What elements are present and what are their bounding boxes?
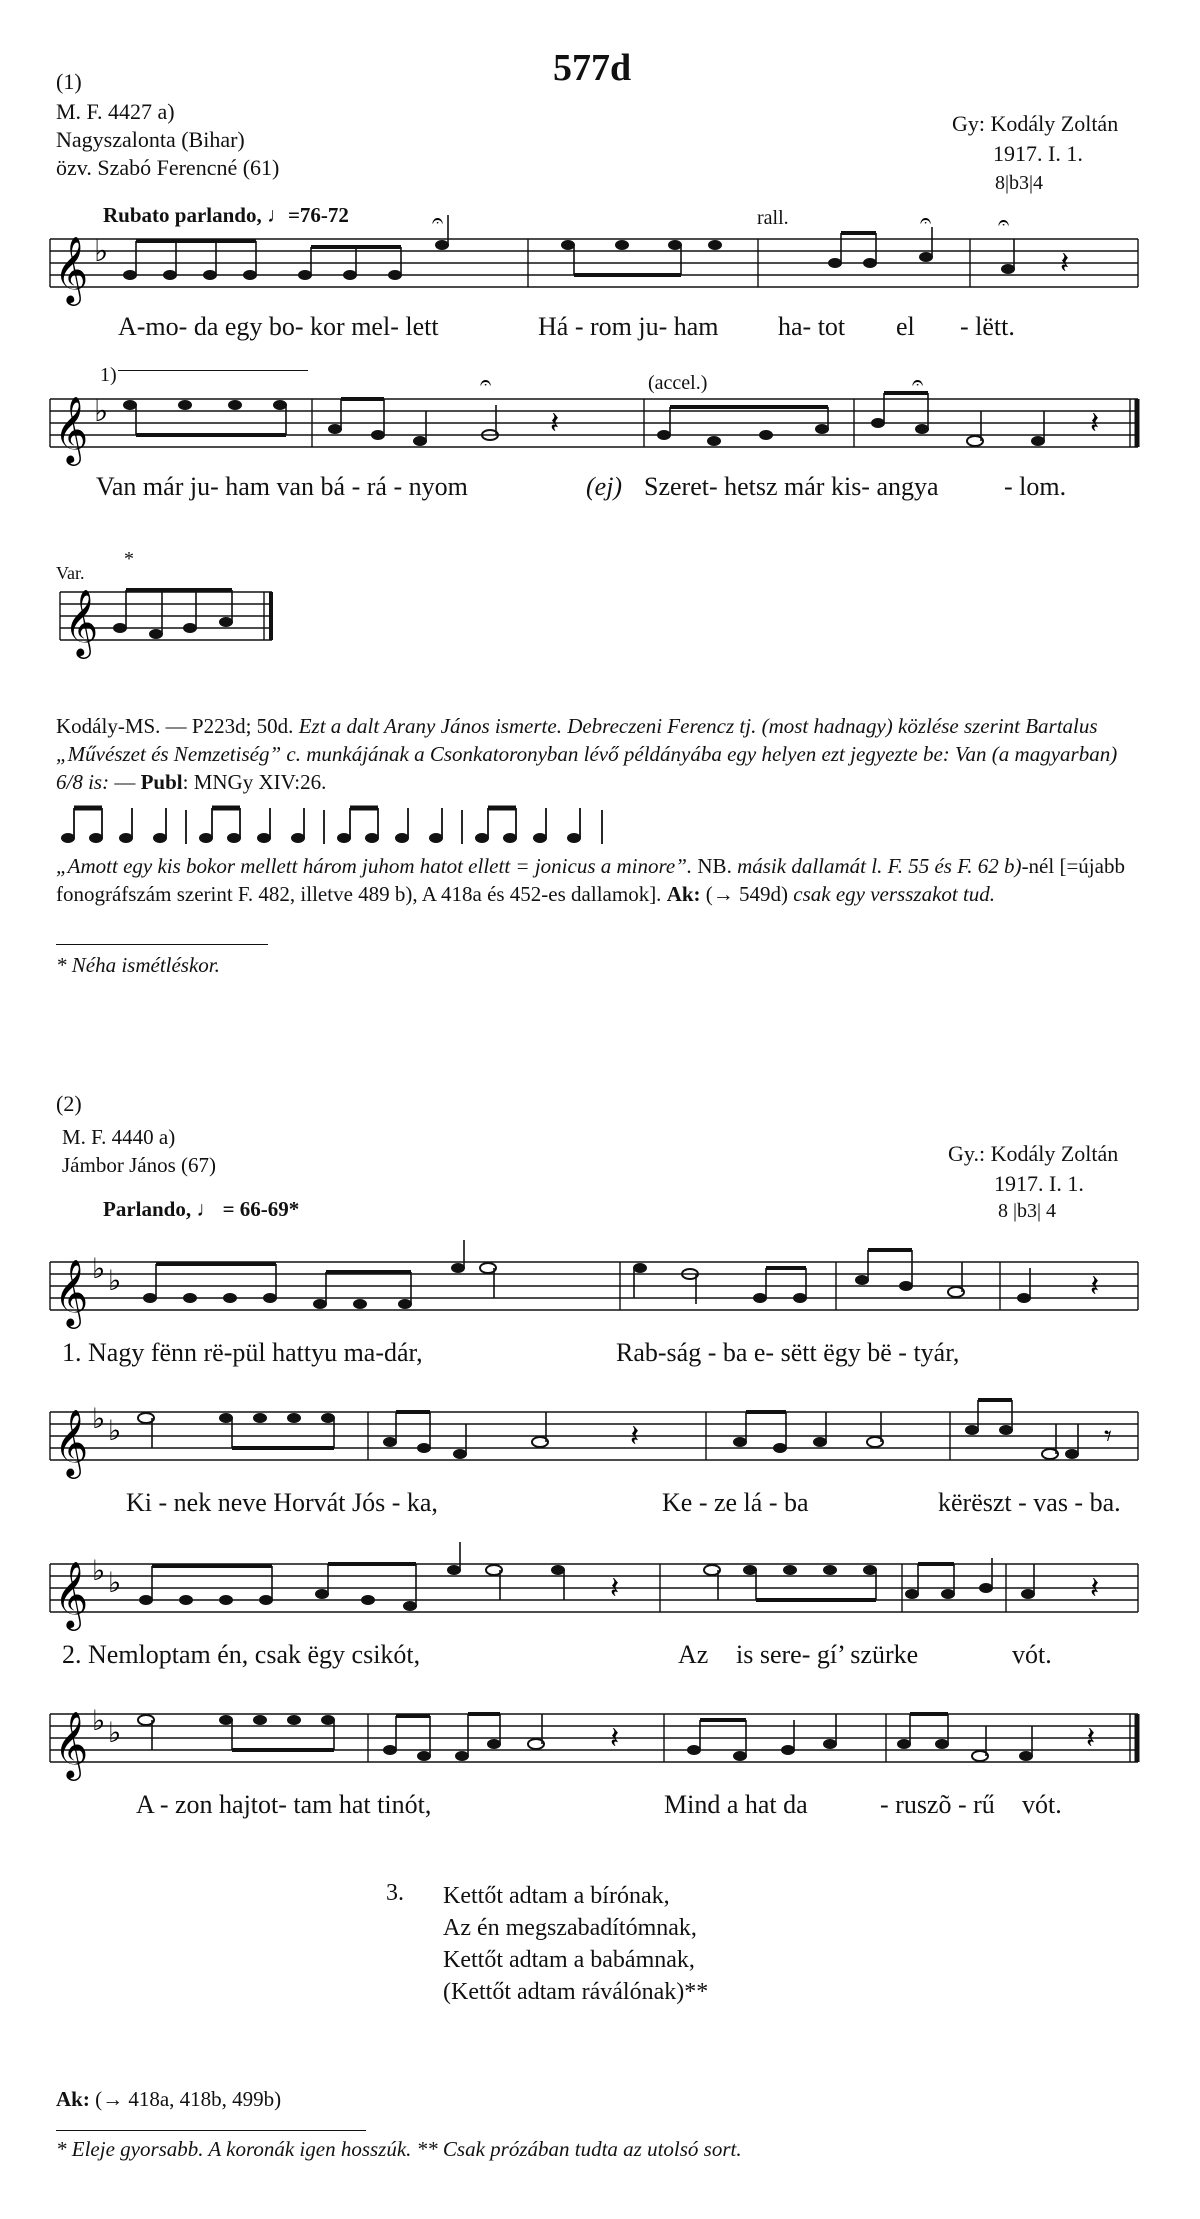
- svg-text:♭: ♭: [108, 1568, 122, 1599]
- footnote-rule: [56, 944, 268, 945]
- svg-text:♭: ♭: [92, 1254, 106, 1285]
- svg-text:𝄐: 𝄐: [920, 210, 932, 232]
- page-title: 577d: [553, 47, 632, 89]
- lyric-line-4c: - ruszõ - rű: [880, 1790, 995, 1819]
- record-reference: M. F. 4440 a): [62, 1125, 176, 1149]
- svg-text:𝄽: 𝄽: [1086, 1722, 1096, 1755]
- accel-marking: (accel.): [648, 372, 708, 394]
- svg-text:𝄞: 𝄞: [54, 1712, 89, 1777]
- svg-text:𝄽: 𝄽: [1060, 247, 1070, 280]
- svg-text:𝄐: 𝄐: [432, 210, 444, 232]
- footnote: * Eleje gyorsabb. A koronák igen hosszúk. ** Csak prózában tudta az utolsó sort.: [56, 2137, 742, 2161]
- stanza-line: Kettőt adtam a babámnak,: [443, 1947, 695, 1973]
- ak-value: (→ 549d): [705, 882, 789, 906]
- svg-text:𝄞: 𝄞: [54, 397, 89, 462]
- stanza-3: [443, 1880, 708, 2008]
- singer: özv. Szabó Ferencné (61): [56, 155, 280, 180]
- lyric-line-1e: - lëtt.: [960, 312, 1015, 341]
- bracket-line: [118, 370, 308, 371]
- section-number: (2): [56, 1091, 82, 1116]
- lyric-line-4d: vót.: [1022, 1790, 1062, 1819]
- svg-text:𝄞: 𝄞: [54, 1260, 89, 1325]
- svg-text:♭: ♭: [108, 1266, 122, 1297]
- lyric-line-2a: Ki - nek neve Horvát Jós - ka,: [126, 1488, 438, 1517]
- lyric-line-3b: Az: [678, 1640, 709, 1669]
- publ-value: MNGy XIV:26.: [193, 770, 327, 794]
- quote-text: „Amott egy kis bokor mellett három juhom hatot ellett = jonicus a minore”.: [56, 854, 693, 878]
- variant-label: Var.: [56, 563, 85, 583]
- lyric-line-1d: el: [896, 312, 915, 341]
- svg-text:𝄽: 𝄽: [1090, 407, 1100, 440]
- section-number: (1): [56, 69, 82, 94]
- music-staff: [50, 1550, 1140, 1630]
- lyric-line-2b: (ej): [586, 472, 623, 501]
- svg-text:𝄞: 𝄞: [64, 590, 99, 655]
- tempo-marking: Parlando, ♩ = 66-69*: [103, 1197, 300, 1221]
- svg-text:𝄐: 𝄐: [480, 372, 492, 394]
- lyric-line-3a: 2. Nemloptam én, csak ëgy csikót,: [62, 1640, 421, 1669]
- svg-text:𝄞: 𝄞: [54, 1562, 89, 1627]
- stanza-line: (Kettőt adtam ráválónak)**: [443, 1979, 709, 2005]
- lyric-line-1b: Há - rom ju- ham: [538, 312, 719, 341]
- ak-note: csak egy versszakot tud.: [793, 882, 996, 906]
- svg-text:♭: ♭: [94, 395, 109, 428]
- lyric-line-1a: 1. Nagy fënn rë-pül hattyu ma-dár,: [62, 1338, 423, 1367]
- lyric-line-2d: - lom.: [1004, 472, 1067, 501]
- cross-reference: [56, 2086, 281, 2113]
- lyric-line-2b: Ke - ze lá - ba: [662, 1488, 809, 1517]
- ak-label: Ak:: [666, 882, 701, 906]
- source-notes: Kodály-MS. — P223d; 50d. Ezt a dalt Arany János ismerte. Debreczeni Ferencz tj. (most hadnagy) közlése szerint Bartalus „Művészet és Nemzetiség” c. munkájának a Csonkatoronyban lévő példányába egy helyen ezt jegyezte be: Van (a magyarban) 6/8 is: — Publ: MNGy XIV:26.: [56, 714, 1118, 794]
- music-staff: [50, 1398, 1140, 1478]
- footnote: * Néha ismétléskor.: [56, 953, 220, 977]
- record-reference: M. F. 4427 a): [56, 99, 175, 124]
- variant-staff: [60, 578, 280, 658]
- source-line: Kodály-MS. — P223d; 50d.: [56, 714, 294, 738]
- range-code: 8 |b3| 4: [998, 1200, 1057, 1222]
- stanza-line: Az én megszabadítómnak,: [443, 1915, 697, 1941]
- lyric-line-2c: Szeret- hetsz már kis- angya: [644, 472, 939, 501]
- record-date: 1917. I. 1.: [993, 141, 1083, 166]
- music-staff: [50, 1700, 1140, 1780]
- svg-text:𝄽: 𝄽: [630, 1420, 640, 1453]
- place: Nagyszalonta (Bihar): [56, 127, 245, 152]
- publ-label: Publ: [140, 770, 183, 794]
- svg-text:𝄞: 𝄞: [54, 237, 89, 302]
- lyric-line-2a: Van már ju- ham van bá - rá - nyom: [96, 472, 468, 501]
- lyric-line-3c: is sere- gí’ szürke: [736, 1640, 919, 1669]
- svg-text:♭: ♭: [94, 235, 109, 268]
- stanza-line: Kettőt adtam a bírónak,: [443, 1883, 670, 1909]
- svg-text:𝄽: 𝄽: [610, 1572, 620, 1605]
- footnote-rule: [56, 2130, 366, 2131]
- lyric-line-1c: ha- tot: [778, 312, 846, 341]
- variant-star: *: [124, 548, 134, 570]
- footnote-marker: 1): [100, 364, 117, 386]
- svg-text:𝄽: 𝄽: [610, 1722, 620, 1755]
- nb-rest: -nél [=újabb fonográfszám szerint F. 482, illetve 489 b), A 418a és 452-es dallamok].: [56, 854, 1125, 906]
- lyric-line-3d: vót.: [1012, 1640, 1052, 1669]
- rall-marking: rall.: [757, 207, 789, 229]
- stanza-number: 3.: [386, 1880, 404, 1906]
- lyric-line-4b: Mind a hat da: [664, 1790, 808, 1819]
- svg-text:♭: ♭: [92, 1556, 106, 1587]
- nb-label: NB.: [697, 854, 732, 878]
- svg-text:𝄽: 𝄽: [550, 407, 560, 440]
- record-date: 1917. I. 1.: [994, 1171, 1084, 1196]
- svg-text:𝄾: 𝄾: [1104, 1420, 1112, 1453]
- lyric-line-2c: kërëszt - vas - ba.: [938, 1488, 1121, 1517]
- svg-text:♭: ♭: [92, 1404, 106, 1435]
- source-commentary: Ezt a dalt Arany János ismerte. Debreczeni Ferencz tj. (most hadnagy) közlése szerint Bartalus „Művészet és Nemzetiség” c. munkájának a Csonkatoronyban lévő példányába egy helyen ezt jegyezte be: Van (a magyarban) 6/8 is:: [56, 714, 1118, 794]
- svg-text:𝄞: 𝄞: [54, 1410, 89, 1475]
- collector: Gy: Kodály Zoltán: [952, 111, 1119, 136]
- rhythm-pattern: [56, 800, 616, 848]
- svg-text:𝄽: 𝄽: [1090, 1270, 1100, 1303]
- lyric-line-1a: A-mo- da egy bo- kor mel- lett: [118, 312, 439, 341]
- melody-notes: [56, 852, 1146, 908]
- range-code: 8|b3|4: [995, 172, 1044, 194]
- collector: Gy.: Kodály Zoltán: [948, 1141, 1119, 1166]
- nb-text: másik dallamát l. F. 55 és F. 62 b): [737, 854, 1022, 878]
- svg-text:♭: ♭: [108, 1718, 122, 1749]
- singer: Jámbor János (67): [62, 1153, 216, 1177]
- tempo-marking: Rubato parlando, ♩=76-72: [103, 203, 349, 227]
- lyric-line-1b: Rab-ság - ba e- sëtt ëgy bë - tyár,: [616, 1338, 960, 1367]
- ak-label: Ak:: [56, 2087, 90, 2111]
- svg-text:♭: ♭: [108, 1416, 122, 1447]
- svg-text:𝄐: 𝄐: [912, 372, 924, 394]
- lyric-line-4a: A - zon hajtot- tam hat tinót,: [136, 1790, 432, 1819]
- ak-value: (→ 418a, 418b, 499b): [95, 2087, 282, 2111]
- svg-text:𝄐: 𝄐: [998, 212, 1010, 234]
- music-staff: [50, 1248, 1140, 1328]
- svg-text:𝄽: 𝄽: [1090, 1572, 1100, 1605]
- svg-text:♭: ♭: [92, 1706, 106, 1737]
